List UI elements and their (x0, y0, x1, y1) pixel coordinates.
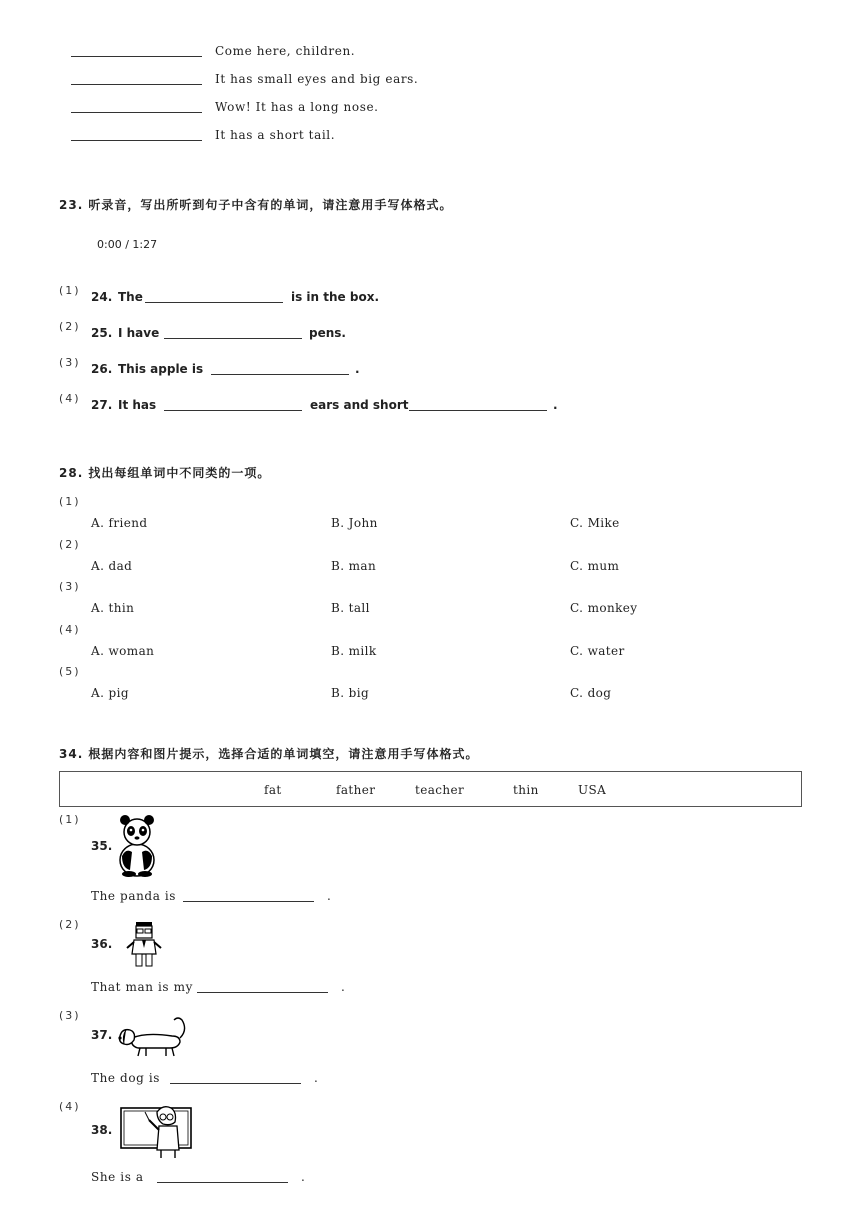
option-a[interactable]: A. pig (91, 686, 129, 700)
answer-blank[interactable] (71, 140, 202, 141)
answer-blank[interactable] (183, 901, 314, 902)
option-b[interactable]: B. tall (331, 601, 370, 615)
item-index: (4) (59, 392, 81, 405)
item-index: (1) (59, 813, 81, 826)
item-index: (1) (59, 284, 81, 297)
word-bank-word: USA (578, 783, 607, 797)
item-index: (3) (59, 1009, 81, 1022)
word-bank-word: teacher (415, 783, 465, 797)
item-index: (4) (59, 1100, 81, 1113)
option-c[interactable]: C. dog (570, 686, 612, 700)
answer-blank[interactable] (145, 302, 283, 303)
match-sentence: It has small eyes and big ears. (215, 72, 419, 86)
item-index: (3) (59, 356, 81, 369)
option-b[interactable]: B. John (331, 516, 378, 530)
audio-time[interactable]: 0:00 / 1:27 (97, 238, 158, 251)
item-index: (2) (59, 320, 81, 333)
item-number: 26. (91, 362, 113, 376)
item-number: 38. (91, 1123, 113, 1137)
group-index: (1) (59, 495, 81, 508)
question-28-title: 28. 找出每组单词中不同类的一项。 (59, 466, 271, 480)
item-sentence: That man is my (91, 980, 193, 994)
item-end: . (341, 980, 346, 994)
option-a[interactable]: A. dad (91, 559, 133, 573)
teacher-icon (119, 1102, 193, 1160)
option-c[interactable]: C. monkey (570, 601, 638, 615)
item-text: It has (118, 398, 157, 412)
item-number: 27. (91, 398, 113, 412)
item-end: . (314, 1071, 319, 1085)
item-text: is in the box. (291, 290, 379, 304)
item-sentence: She is a (91, 1170, 144, 1184)
option-a[interactable]: A. thin (91, 601, 135, 615)
word-bank-word: thin (513, 783, 539, 797)
option-c[interactable]: C. water (570, 644, 625, 658)
option-b[interactable]: B. big (331, 686, 370, 700)
option-a[interactable]: A. woman (91, 644, 155, 658)
answer-blank[interactable] (71, 84, 202, 85)
item-number: 24. (91, 290, 113, 304)
answer-blank[interactable] (197, 992, 328, 993)
question-34-title: 34. 根据内容和图片提示，选择合适的单词填空，请注意用手写体格式。 (59, 747, 479, 761)
item-text: . (553, 398, 558, 412)
item-text: This apple is (118, 362, 204, 376)
option-c[interactable]: C. mum (570, 559, 620, 573)
match-sentence: Wow! It has a long nose. (215, 100, 379, 114)
answer-blank[interactable] (71, 56, 202, 57)
item-text: pens. (309, 326, 346, 340)
dog-icon (116, 1012, 190, 1060)
option-b[interactable]: B. milk (331, 644, 377, 658)
item-text: I have (118, 326, 160, 340)
item-text: . (355, 362, 360, 376)
item-end: . (301, 1170, 306, 1184)
answer-blank[interactable] (164, 410, 302, 411)
word-bank-word: fat (264, 783, 282, 797)
item-number: 25. (91, 326, 113, 340)
answer-blank[interactable] (409, 410, 547, 411)
word-bank (59, 771, 802, 807)
answer-blank[interactable] (157, 1182, 288, 1183)
word-bank-word: father (336, 783, 376, 797)
match-sentence: Come here, children. (215, 44, 356, 58)
item-text: The (118, 290, 143, 304)
answer-blank[interactable] (211, 374, 349, 375)
question-23-title: 23. 听录音，写出所听到句子中含有的单词，请注意用手写体格式。 (59, 198, 453, 212)
group-index: (5) (59, 665, 81, 678)
man-icon (124, 920, 164, 968)
match-sentence: It has a short tail. (215, 128, 336, 142)
group-index: (4) (59, 623, 81, 636)
option-a[interactable]: A. friend (91, 516, 148, 530)
item-text: ears and short (310, 398, 409, 412)
item-number: 37. (91, 1028, 113, 1042)
answer-blank[interactable] (164, 338, 302, 339)
item-index: (2) (59, 918, 81, 931)
answer-blank[interactable] (71, 112, 202, 113)
option-b[interactable]: B. man (331, 559, 377, 573)
option-c[interactable]: C. Mike (570, 516, 620, 530)
item-sentence: The dog is (91, 1071, 161, 1085)
item-sentence: The panda is (91, 889, 177, 903)
answer-blank[interactable] (170, 1083, 301, 1084)
panda-icon (116, 814, 158, 878)
item-number: 36. (91, 937, 113, 951)
item-end: . (327, 889, 332, 903)
item-number: 35. (91, 839, 113, 853)
group-index: (2) (59, 538, 81, 551)
group-index: (3) (59, 580, 81, 593)
